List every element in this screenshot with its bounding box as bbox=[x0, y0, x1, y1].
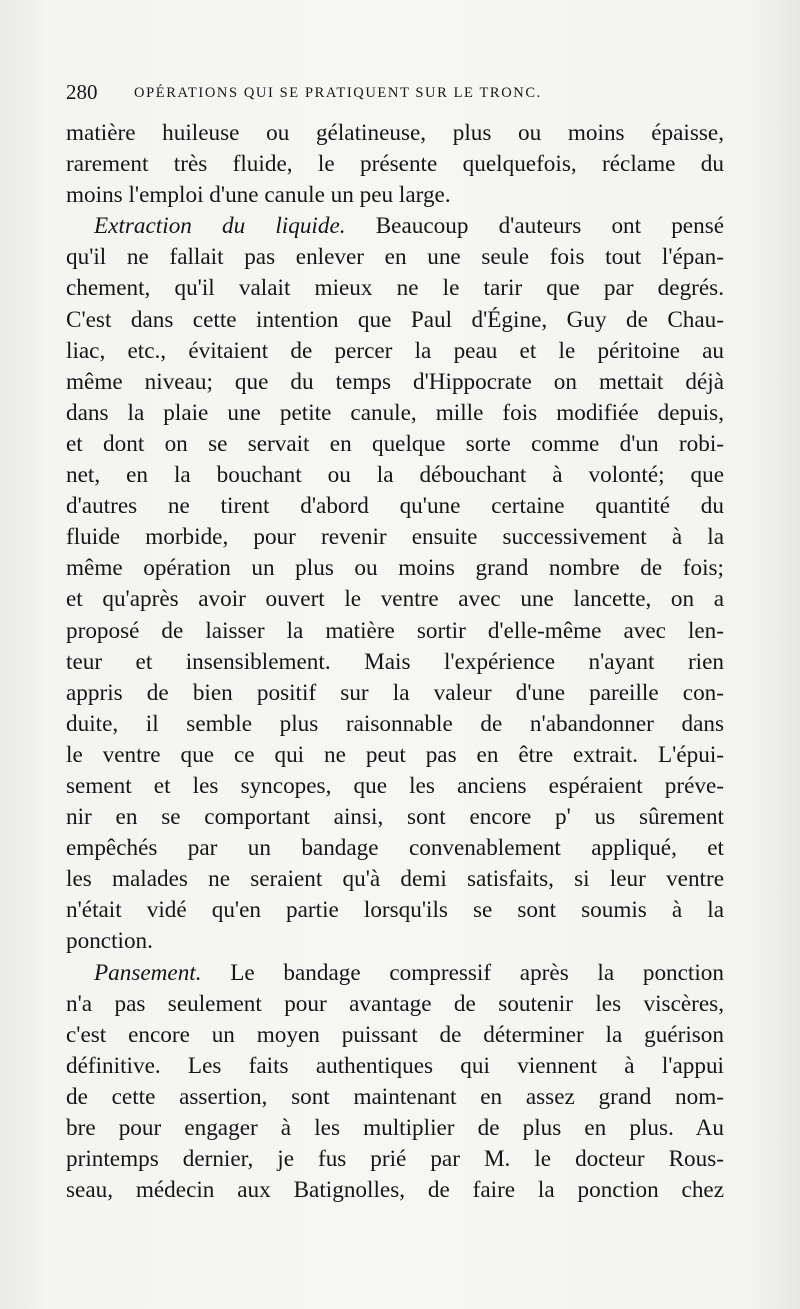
text-line: sement et les syncopes, que les anciens espéraient préve- bbox=[66, 772, 724, 799]
text-line: liac, etc., évitaient de percer la peau et le péritoine au bbox=[66, 337, 724, 364]
text-line: même opération un plus ou moins grand nombre de fois; bbox=[66, 555, 724, 582]
text-line: n'était vidé qu'en partie lorsqu'ils se sont soumis à la bbox=[66, 897, 724, 924]
text-run: Le bandage compressif après la ponction bbox=[201, 959, 724, 986]
section-heading-pansement: Pansement. bbox=[94, 959, 202, 986]
text-line: qu'il ne fallait pas enlever en une seule fois tout l'épan- bbox=[66, 244, 724, 271]
text-line: matière huileuse ou gélatineuse, plus ou moins épaisse, bbox=[66, 120, 724, 146]
text-line: le ventre que ce qui ne peut pas en être extrait. L'épui- bbox=[66, 741, 724, 768]
text-line: même niveau; que du temps d'Hippocrate on mettait déjà bbox=[66, 368, 724, 395]
text-line: duite, il semble plus raisonnable de n'abandonner dans bbox=[66, 710, 724, 737]
text-line: de cette assertion, sont maintenant en assez grand nom- bbox=[66, 1083, 724, 1110]
text-line: les malades ne seraient qu'à demi satisfaits, si leur ventre bbox=[66, 866, 724, 893]
text-line: proposé de laisser la matière sortir d'elle-même avec len- bbox=[66, 617, 724, 644]
text-line: n'a pas seulement pour avantage de soutenir les viscères, bbox=[66, 990, 724, 1017]
text-line: nir en se comportant ainsi, sont encore p' us sûrement bbox=[66, 804, 724, 831]
text-line: ponction. bbox=[66, 928, 153, 955]
body-text bbox=[66, 118, 724, 1206]
running-head bbox=[66, 80, 730, 104]
text-line: fluide morbide, pour revenir ensuite successivement à la bbox=[66, 524, 724, 551]
text-line: définitive. Les faits authentiques qui viennent à l'appui bbox=[66, 1052, 724, 1079]
text-line: d'autres ne tirent d'abord qu'une certaine quantité du bbox=[66, 493, 724, 520]
page-number: 280 bbox=[66, 80, 98, 104]
text-line: moins l'emploi d'une canule un peu large. bbox=[66, 182, 451, 209]
text-line: c'est encore un moyen puissant de déterminer la guérison bbox=[66, 1021, 724, 1048]
text-line: chement, qu'il valait mieux ne le tarir que par degrés. bbox=[66, 275, 724, 302]
text-line: bre pour engager à les multiplier de plus en plus. Au bbox=[66, 1115, 724, 1141]
text-line: et dont on se servait en quelque sorte comme d'un robi- bbox=[66, 430, 724, 457]
text-line: teur et insensiblement. Mais l'expérience n'ayant rien bbox=[66, 648, 724, 675]
text-run: Beaucoup d'auteurs ont pensé bbox=[345, 213, 725, 240]
text-line: net, en la bouchant ou la débouchant à volonté; que bbox=[66, 462, 724, 489]
paragraph-extraction-first-line bbox=[66, 211, 724, 242]
text-line: rarement très fluide, le présente quelquefois, réclame du bbox=[66, 151, 724, 178]
text-line: C'est dans cette intention que Paul d'Égine, Guy de Chau- bbox=[66, 306, 724, 333]
text-line: dans la plaie une petite canule, mille fois modifiée depuis, bbox=[66, 399, 724, 426]
text-line: et qu'après avoir ouvert le ventre avec une lancette, on a bbox=[66, 586, 724, 613]
text-line: printemps dernier, je fus prié par M. le docteur Rous- bbox=[66, 1146, 724, 1173]
section-heading-extraction: Extraction du liquide. bbox=[94, 213, 346, 240]
text-line: seau, médecin aux Batignolles, de faire la ponction chez bbox=[66, 1177, 724, 1204]
paragraph-pansement-first-line bbox=[66, 958, 724, 989]
running-head-title: OPÉRATIONS QUI SE PRATIQUENT SUR LE TRONC. bbox=[134, 85, 542, 101]
text-line: empêchés par un bandage convenablement appliqué, et bbox=[66, 835, 724, 862]
text-line: appris de bien positif sur la valeur d'une pareille con- bbox=[66, 679, 724, 706]
